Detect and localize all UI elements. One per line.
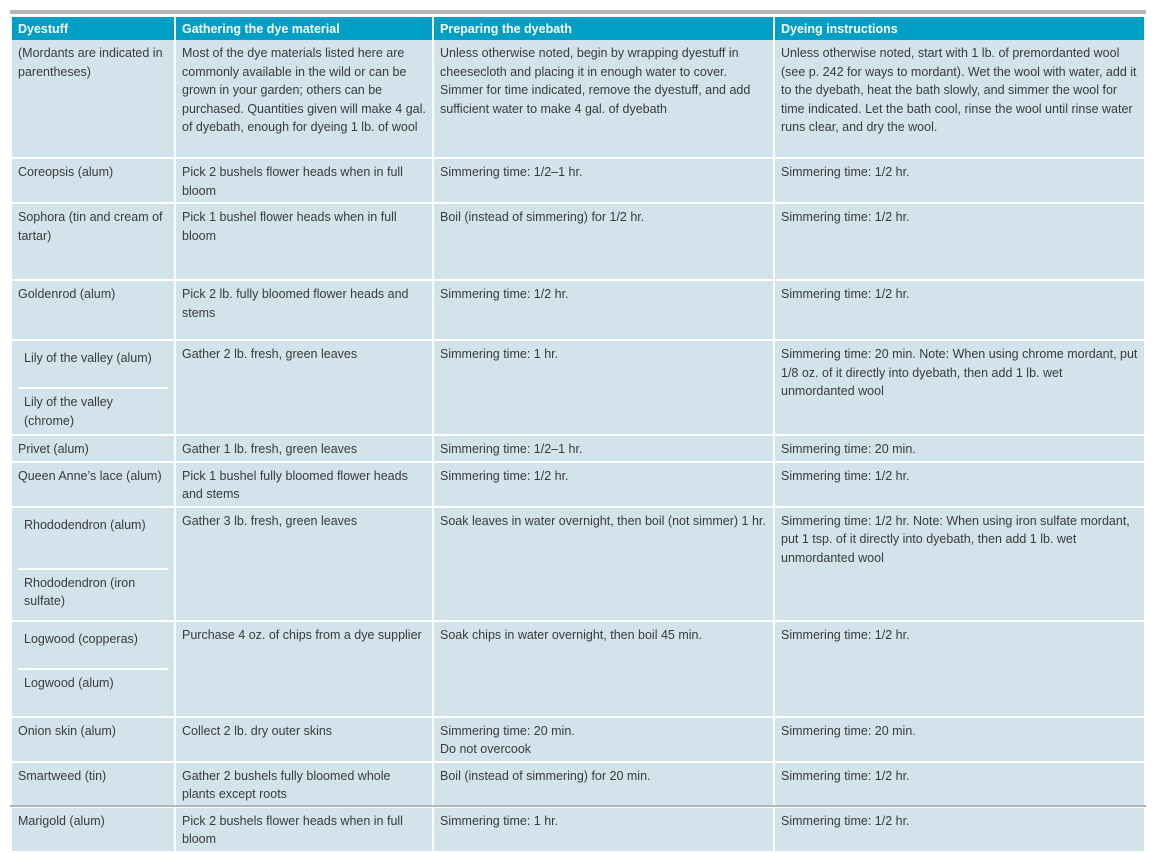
dyestuff-subcell: Rhododendron (alum) — [24, 517, 146, 532]
dyestuff-cell — [12, 341, 176, 436]
intro-preparing: Unless otherwise noted, begin by wrapping dyestuff in cheesecloth and placing it in enough water to cover. Simmer for time indicated, remove the dyestuff, and add sufficient water to make 4 gal. of dyebath — [434, 40, 775, 159]
instructions-cell: Simmering time: 1/2 hr. — [775, 204, 1144, 281]
gathering-cell: Pick 1 bushel flower heads when in full bloom — [176, 204, 434, 281]
intro-instructions: Unless otherwise noted, start with 1 lb. of premordanted wool (see p. 242 for ways to mordant). Wet the wool with water, add it to the dyebath, heat the bath slowly, and simmer the wool for time indicated. Let the bath cool, rinse the wool until rinse water runs clear, and dry the wool. — [775, 40, 1144, 159]
dyestuff-subcell: Lily of the valley (alum) — [24, 351, 152, 365]
table-row — [12, 463, 1144, 508]
instructions-cell: Simmering time: 1/2 hr. — [775, 622, 1144, 718]
instructions-cell: Simmering time: 20 min. Note: When using chrome mordant, put 1/8 oz. of it directly into dyebath, then add 1 lb. wet unmordanted wool — [775, 341, 1144, 436]
table-row — [12, 341, 1144, 436]
dyestuff-subcell: Lily of the valley (chrome) — [18, 387, 168, 432]
preparing-cell: Simmering time: 1/2–1 hr. — [434, 159, 775, 204]
dyestuff-cell: Smartweed (tin) — [12, 763, 176, 808]
gathering-cell: Gather 3 lb. fresh, green leaves — [176, 508, 434, 622]
preparing-cell: Soak leaves in water overnight, then boil (not simmer) 1 hr. — [434, 508, 775, 622]
preparing-cell: Simmering time: 1/2 hr. — [434, 281, 775, 341]
intro-dyestuff: (Mordants are indicated in parentheses) — [12, 40, 176, 159]
dyestuff-cell: Coreopsis (alum) — [12, 159, 176, 204]
bottom-rule — [10, 805, 1146, 807]
instructions-cell: Simmering time: 1/2 hr. — [775, 463, 1144, 508]
dyestuff-cell: Onion skin (alum) — [12, 718, 176, 763]
header-preparing: Preparing the dyebath — [434, 17, 775, 40]
intro-gathering: Most of the dye materials listed here are commonly available in the wild or can be grown in your garden; others can be purchased. Quantities given will make 4 gal. of dyebath, enough for dyeing 1 lb. of wool — [176, 40, 434, 159]
dyestuff-cell: Marigold (alum) — [12, 808, 176, 853]
table-row — [12, 204, 1144, 281]
table-row — [12, 508, 1144, 622]
dye-table — [12, 17, 1144, 853]
preparing-cell — [434, 718, 775, 763]
dyestuff-cell: Privet (alum) — [12, 436, 176, 463]
dyestuff-cell: Sophora (tin and cream of tartar) — [12, 204, 176, 281]
table-row — [12, 763, 1144, 808]
instructions-cell: Simmering time: 1/2 hr. Note: When using iron sulfate mordant, put 1 tsp. of it directly into dyebath, then add 1 lb. wet unmordanted wool — [775, 508, 1144, 622]
table-row — [12, 159, 1144, 204]
preparing-cell: Simmering time: 1/2–1 hr. — [434, 436, 775, 463]
header-gathering: Gathering the dye material — [176, 17, 434, 40]
table-row — [12, 808, 1144, 853]
preparing-cell: Soak chips in water overnight, then boil 45 min. — [434, 622, 775, 718]
gathering-cell: Gather 1 lb. fresh, green leaves — [176, 436, 434, 463]
instructions-cell: Simmering time: 20 min. — [775, 436, 1144, 463]
preparing-line: Simmering time: 20 min. — [440, 723, 575, 738]
preparing-cell: Boil (instead of simmering) for 1/2 hr. — [434, 204, 775, 281]
gathering-cell: Purchase 4 oz. of chips from a dye supplier — [176, 622, 434, 718]
instructions-cell: Simmering time: 1/2 hr. — [775, 808, 1144, 853]
gathering-cell: Pick 2 lb. fully bloomed flower heads and stems — [176, 281, 434, 341]
gathering-cell: Pick 2 bushels flower heads when in full bloom — [176, 808, 434, 853]
table-row — [12, 281, 1144, 341]
preparing-line: Do not overcook — [440, 742, 532, 756]
dyestuff-subcell: Rhododendron (iron sulfate) — [18, 568, 168, 613]
instructions-cell: Simmering time: 1/2 hr. — [775, 159, 1144, 204]
dyestuff-subcell: Logwood (alum) — [18, 668, 168, 695]
header-dyestuff: Dyestuff — [12, 17, 176, 40]
table-row — [12, 622, 1144, 718]
dyestuff-cell — [12, 622, 176, 718]
preparing-cell: Simmering time: 1 hr. — [434, 808, 775, 853]
header-instructions: Dyeing instructions — [775, 17, 1144, 40]
instructions-cell: Simmering time: 1/2 hr. — [775, 281, 1144, 341]
table-row — [12, 436, 1144, 463]
header-row — [12, 17, 1144, 40]
gathering-cell: Gather 2 bushels fully bloomed whole plants except roots — [176, 763, 434, 808]
gathering-cell: Gather 2 lb. fresh, green leaves — [176, 341, 434, 436]
instructions-cell: Simmering time: 20 min. — [775, 718, 1144, 763]
dyestuff-cell: Queen Anne’s lace (alum) — [12, 463, 176, 508]
dyestuff-cell: Goldenrod (alum) — [12, 281, 176, 341]
instructions-cell: Simmering time: 1/2 hr. — [775, 763, 1144, 808]
gathering-cell: Pick 1 bushel fully bloomed flower heads and stems — [176, 463, 434, 508]
preparing-cell: Boil (instead of simmering) for 20 min. — [434, 763, 775, 808]
preparing-cell: Simmering time: 1 hr. — [434, 341, 775, 436]
gathering-cell: Collect 2 lb. dry outer skins — [176, 718, 434, 763]
intro-row — [12, 40, 1144, 159]
table-row — [12, 718, 1144, 763]
preparing-cell: Simmering time: 1/2 hr. — [434, 463, 775, 508]
top-rule — [10, 10, 1146, 14]
gathering-cell: Pick 2 bushels flower heads when in full bloom — [176, 159, 434, 204]
dyestuff-cell — [12, 508, 176, 622]
dyestuff-subcell: Logwood (copperas) — [24, 631, 138, 646]
